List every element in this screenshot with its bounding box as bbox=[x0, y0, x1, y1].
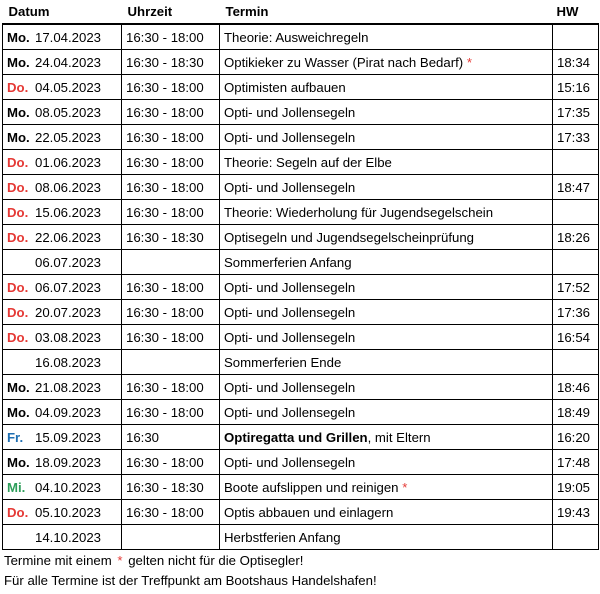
hw-cell: 19:05 bbox=[553, 475, 599, 500]
footer-note-text-2: gelten nicht für die Optisegler! bbox=[128, 553, 304, 568]
table-row bbox=[3, 75, 599, 100]
termin-cell bbox=[220, 125, 553, 150]
time-cell: 16:30 - 18:00 bbox=[122, 100, 220, 125]
date-value: 15.06.2023 bbox=[35, 204, 102, 220]
date-value: 20.07.2023 bbox=[35, 304, 102, 320]
time-cell: 16:30 - 18:00 bbox=[122, 375, 220, 400]
table-row bbox=[3, 450, 599, 475]
hw-cell bbox=[553, 24, 599, 50]
hw-cell: 15:16 bbox=[553, 75, 599, 100]
time-cell: 16:30 - 18:00 bbox=[122, 325, 220, 350]
weekday-label: Do. bbox=[7, 329, 29, 345]
time-cell: 16:30 - 18:00 bbox=[122, 500, 220, 525]
table-row bbox=[3, 250, 599, 275]
hw-cell: 16:20 bbox=[553, 425, 599, 450]
time-cell: 16:30 bbox=[122, 425, 220, 450]
hw-cell: 18:47 bbox=[553, 175, 599, 200]
date-value: 03.08.2023 bbox=[35, 329, 102, 345]
termin-text: Opti- und Jollensegeln bbox=[224, 129, 356, 145]
header-datum: Datum bbox=[8, 4, 50, 19]
time-cell: 16:30 - 18:00 bbox=[122, 175, 220, 200]
time-cell: 16:30 - 18:00 bbox=[122, 75, 220, 100]
weekday-label: Do. bbox=[7, 154, 29, 170]
date-value: 08.05.2023 bbox=[35, 104, 102, 120]
weekday-label: Do. bbox=[7, 279, 29, 295]
hw-cell: 18:49 bbox=[553, 400, 599, 425]
termin-text: Opti- und Jollensegeln bbox=[224, 454, 356, 470]
date-value: 01.06.2023 bbox=[35, 154, 102, 170]
time-cell: 16:30 - 18:00 bbox=[122, 450, 220, 475]
termin-cell bbox=[220, 50, 553, 75]
hw-cell bbox=[553, 350, 599, 375]
termin-cell bbox=[220, 325, 553, 350]
date-cell bbox=[3, 425, 122, 450]
date-value: 04.05.2023 bbox=[35, 79, 102, 95]
hw-cell: 17:48 bbox=[553, 450, 599, 475]
date-cell bbox=[3, 125, 122, 150]
termin-text: Opti- und Jollensegeln bbox=[224, 329, 356, 345]
time-cell bbox=[122, 250, 220, 275]
date-value: 22.05.2023 bbox=[35, 129, 102, 145]
table-row bbox=[3, 350, 599, 375]
date-cell bbox=[3, 400, 122, 425]
termin-cell bbox=[220, 425, 553, 450]
date-value: 18.09.2023 bbox=[35, 454, 102, 470]
exclusion-star: * bbox=[466, 54, 472, 70]
time-cell: 16:30 - 18:00 bbox=[122, 300, 220, 325]
termin-text: Herbstferien Anfang bbox=[224, 529, 341, 545]
termin-cell bbox=[220, 75, 553, 100]
date-value: 24.04.2023 bbox=[35, 54, 102, 70]
termin-cell bbox=[220, 300, 553, 325]
date-value: 15.09.2023 bbox=[35, 429, 102, 445]
date-cell bbox=[3, 175, 122, 200]
hw-cell bbox=[553, 150, 599, 175]
termin-text: Opti- und Jollensegeln bbox=[224, 179, 356, 195]
schedule-table bbox=[2, 0, 599, 550]
date-value: 14.10.2023 bbox=[35, 529, 102, 545]
footer-meeting-point: Für alle Termine ist der Treffpunkt am Bootshaus Handelshafen! bbox=[4, 573, 377, 588]
weekday-label: Mo. bbox=[7, 54, 30, 70]
weekday-label: Mo. bbox=[7, 29, 30, 45]
time-cell: 16:30 - 18:00 bbox=[122, 200, 220, 225]
date-cell bbox=[3, 500, 122, 525]
footer-star: * bbox=[117, 553, 123, 568]
date-cell bbox=[3, 225, 122, 250]
weekday-label: Do. bbox=[7, 79, 29, 95]
hw-cell: 17:35 bbox=[553, 100, 599, 125]
date-cell bbox=[3, 75, 122, 100]
hw-cell: 17:36 bbox=[553, 300, 599, 325]
date-value: 04.09.2023 bbox=[35, 404, 102, 420]
weekday-label: Do. bbox=[7, 504, 29, 520]
table-row bbox=[3, 150, 599, 175]
hw-cell bbox=[553, 525, 599, 550]
date-cell bbox=[3, 350, 122, 375]
table-row bbox=[3, 125, 599, 150]
header-termin: Termin bbox=[225, 4, 269, 19]
date-cell bbox=[3, 24, 122, 50]
termin-text: Theorie: Ausweichregeln bbox=[224, 29, 369, 45]
weekday-label: Fr. bbox=[7, 429, 24, 445]
termin-text: Optimisten aufbauen bbox=[224, 79, 346, 95]
table-row bbox=[3, 200, 599, 225]
table-row bbox=[3, 275, 599, 300]
weekday-label: Mo. bbox=[7, 104, 30, 120]
termin-text: Optikieker zu Wasser (Pirat nach Bedarf) bbox=[224, 54, 464, 70]
weekday-label: Do. bbox=[7, 304, 29, 320]
termin-cell bbox=[220, 400, 553, 425]
termin-text: Theorie: Segeln auf der Elbe bbox=[224, 154, 392, 170]
table-row bbox=[3, 500, 599, 525]
header-hw: HW bbox=[556, 4, 579, 19]
table-row bbox=[3, 24, 599, 50]
time-cell: 16:30 - 18:00 bbox=[122, 24, 220, 50]
hw-cell: 18:46 bbox=[553, 375, 599, 400]
termin-text: Opti- und Jollensegeln bbox=[224, 404, 356, 420]
exclusion-star: * bbox=[402, 479, 408, 495]
table-row bbox=[3, 100, 599, 125]
footer-note-text: Termine mit einem bbox=[4, 553, 112, 568]
date-cell bbox=[3, 250, 122, 275]
weekday-label: Do. bbox=[7, 179, 29, 195]
table-row bbox=[3, 475, 599, 500]
weekday-label: Mo. bbox=[7, 379, 30, 395]
table-row bbox=[3, 50, 599, 75]
termin-cell bbox=[220, 150, 553, 175]
termin-text: Opti- und Jollensegeln bbox=[224, 304, 356, 320]
weekday-label: Do. bbox=[7, 204, 29, 220]
time-cell bbox=[122, 525, 220, 550]
termin-text: Optisegeln und Jugendsegelscheinprüfung bbox=[224, 229, 475, 245]
hw-cell: 17:52 bbox=[553, 275, 599, 300]
termin-text: , mit Eltern bbox=[367, 429, 431, 445]
table-row bbox=[3, 325, 599, 350]
date-cell bbox=[3, 525, 122, 550]
termin-text: Theorie: Wiederholung für Jugendsegelschein bbox=[224, 204, 494, 220]
time-cell: 16:30 - 18:00 bbox=[122, 125, 220, 150]
date-cell bbox=[3, 275, 122, 300]
date-value: 22.06.2023 bbox=[35, 229, 102, 245]
date-cell bbox=[3, 325, 122, 350]
hw-cell: 18:26 bbox=[553, 225, 599, 250]
time-cell: 16:30 - 18:00 bbox=[122, 150, 220, 175]
date-value: 06.07.2023 bbox=[35, 254, 102, 270]
hw-cell: 18:34 bbox=[553, 50, 599, 75]
date-value: 16.08.2023 bbox=[35, 354, 102, 370]
time-cell bbox=[122, 350, 220, 375]
hw-cell: 19:43 bbox=[553, 500, 599, 525]
date-value: 21.08.2023 bbox=[35, 379, 102, 395]
time-cell: 16:30 - 18:30 bbox=[122, 50, 220, 75]
weekday-label: Do. bbox=[7, 229, 29, 245]
termin-text: Sommerferien Anfang bbox=[224, 254, 352, 270]
date-cell bbox=[3, 200, 122, 225]
termin-cell bbox=[220, 350, 553, 375]
hw-cell: 17:33 bbox=[553, 125, 599, 150]
date-cell bbox=[3, 300, 122, 325]
termin-text: Boote aufslippen und reinigen bbox=[224, 479, 399, 495]
date-value: 06.07.2023 bbox=[35, 279, 102, 295]
termin-cell bbox=[220, 175, 553, 200]
date-cell bbox=[3, 50, 122, 75]
termin-cell bbox=[220, 450, 553, 475]
weekday-label: Mo. bbox=[7, 129, 30, 145]
table-row bbox=[3, 300, 599, 325]
date-cell bbox=[3, 475, 122, 500]
footer-note bbox=[4, 553, 303, 568]
date-cell bbox=[3, 375, 122, 400]
hw-cell: 16:54 bbox=[553, 325, 599, 350]
time-cell: 16:30 - 18:30 bbox=[122, 475, 220, 500]
termin-cell bbox=[220, 500, 553, 525]
termin-cell bbox=[220, 24, 553, 50]
date-value: 08.06.2023 bbox=[35, 179, 102, 195]
termin-cell bbox=[220, 100, 553, 125]
termin-cell bbox=[220, 275, 553, 300]
date-cell bbox=[3, 150, 122, 175]
termin-cell bbox=[220, 200, 553, 225]
header-row bbox=[3, 0, 599, 24]
termin-cell bbox=[220, 225, 553, 250]
termin-cell bbox=[220, 475, 553, 500]
date-value: 17.04.2023 bbox=[35, 29, 102, 45]
table-row bbox=[3, 225, 599, 250]
termin-cell bbox=[220, 250, 553, 275]
hw-cell bbox=[553, 250, 599, 275]
time-cell: 16:30 - 18:00 bbox=[122, 400, 220, 425]
table-row bbox=[3, 525, 599, 550]
table-row bbox=[3, 425, 599, 450]
weekday-label: Mo. bbox=[7, 454, 30, 470]
weekday-label: Mi. bbox=[7, 479, 26, 495]
date-cell bbox=[3, 450, 122, 475]
termin-text: Opti- und Jollensegeln bbox=[224, 104, 356, 120]
termin-text: Opti- und Jollensegeln bbox=[224, 279, 356, 295]
termin-text: Optis abbauen und einlagern bbox=[224, 504, 394, 520]
table-row bbox=[3, 175, 599, 200]
termin-cell bbox=[220, 375, 553, 400]
date-value: 04.10.2023 bbox=[35, 479, 102, 495]
table-row bbox=[3, 375, 599, 400]
time-cell: 16:30 - 18:00 bbox=[122, 275, 220, 300]
date-value: 05.10.2023 bbox=[35, 504, 102, 520]
weekday-label: Mo. bbox=[7, 404, 30, 420]
termin-text: Opti- und Jollensegeln bbox=[224, 379, 356, 395]
time-cell: 16:30 - 18:30 bbox=[122, 225, 220, 250]
header-uhrzeit: Uhrzeit bbox=[127, 4, 173, 19]
date-cell bbox=[3, 100, 122, 125]
termin-text: Sommerferien Ende bbox=[224, 354, 342, 370]
table-row bbox=[3, 400, 599, 425]
termin-title: Optiregatta und Grillen bbox=[224, 429, 368, 445]
hw-cell bbox=[553, 200, 599, 225]
termin-cell bbox=[220, 525, 553, 550]
